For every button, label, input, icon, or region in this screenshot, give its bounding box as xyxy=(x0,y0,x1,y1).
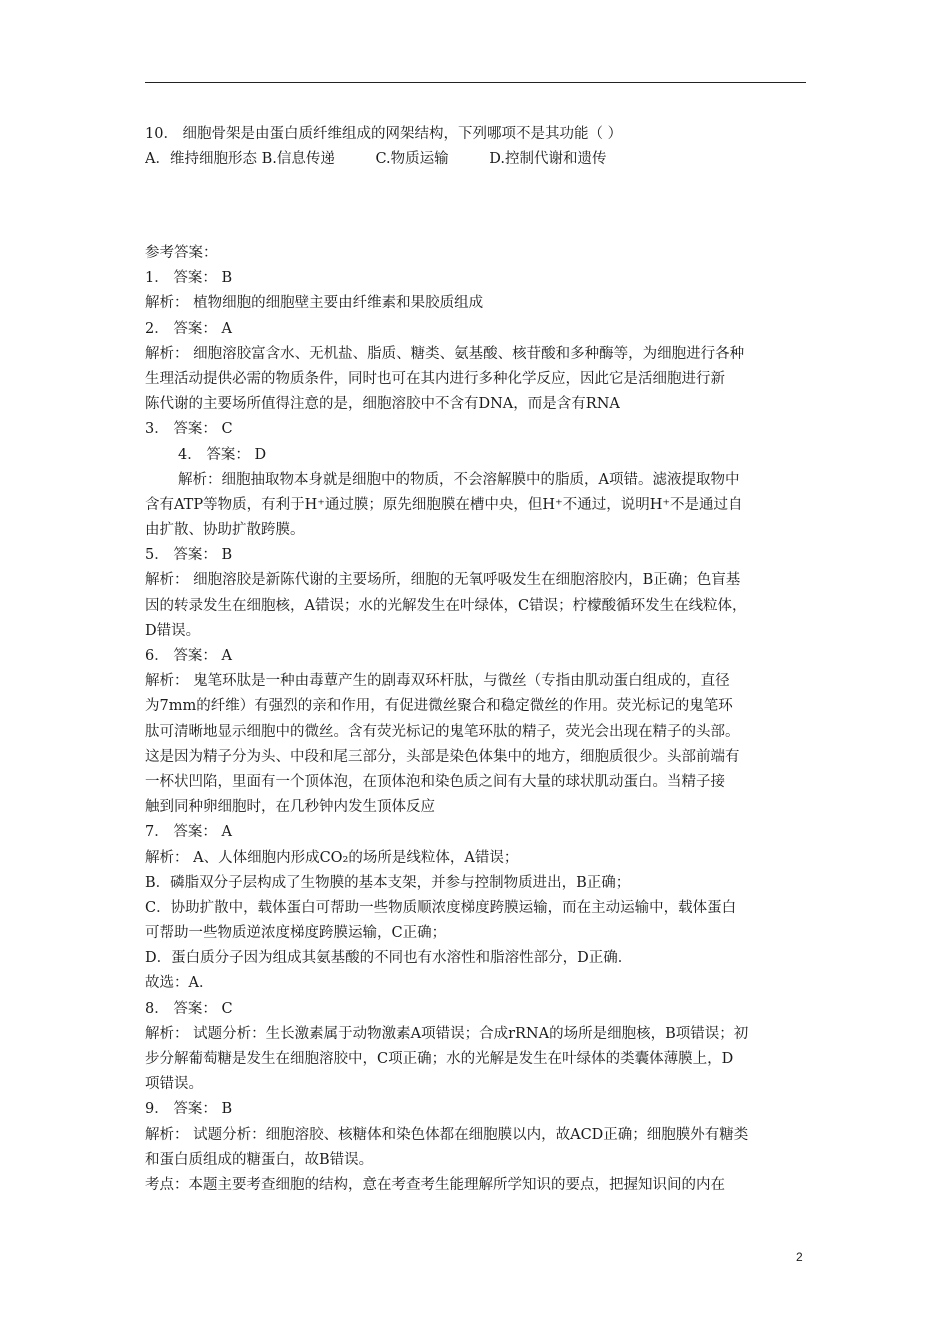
answer-line: 和蛋白质组成的糖蛋白，故B错误。 xyxy=(145,1151,374,1168)
answer-line: 考点：本题主要考查细胞的结构，意在考查考生能理解所学知识的要点，把握知识间的内在 xyxy=(145,1176,725,1193)
answer-line: 7． 答案： A xyxy=(145,824,232,841)
answer-line: 这是因为精子分为头、中段和尾三部分，头部是染色体集中的地方，细胞质很少。头部前端有 xyxy=(145,748,740,765)
answer-line: 生理活动提供必需的物质条件，同时也可在其内进行多种化学反应，因此它是活细胞进行新 xyxy=(145,370,725,387)
answer-line: 2． 答案： A xyxy=(145,320,232,337)
option-d: D.控制代谢和遗传 xyxy=(489,151,607,168)
option-b: B.信息传递 xyxy=(261,151,335,168)
answer-line: 解析： 鬼笔环肽是一种由毒蕈产生的剧毒双环杆肽，与微丝（专指由肌动蛋白组成的，直径 xyxy=(145,673,730,690)
answer-line: 1． 答案： B xyxy=(145,270,233,287)
answer-line: B．磷脂双分子层构成了生物膜的基本支架，并参与控制物质进出，B正确； xyxy=(145,874,631,891)
page-number: 2 xyxy=(796,1250,803,1264)
answer-line: 9． 答案： B xyxy=(145,1101,233,1118)
answer-line: C．协助扩散中，载体蛋白可帮助一些物质顺浓度梯度跨膜运输，而在主动运输中，载体蛋白 xyxy=(145,899,737,916)
answer-line: 一杯状凹陷，里面有一个顶体泡，在顶体泡和染色质之间有大量的球状肌动蛋白。当精子接 xyxy=(145,773,725,790)
answer-line: D错误。 xyxy=(145,622,201,639)
answer-line: 陈代谢的主要场所值得注意的是，细胞溶胶中不含有DNA，而是含有RNA xyxy=(145,396,620,413)
answer-line: 含有ATP等物质，有利于H⁺通过膜；原先细胞膜在槽中央，但H⁺不通过，说明H⁺不是通过自 xyxy=(145,496,743,513)
answer-key-heading: 参考答案： xyxy=(145,245,218,261)
answer-lines xyxy=(145,266,810,1198)
answer-line: 肽可清晰地显示细胞中的微丝。含有荧光标记的鬼笔环肽的精子，荧光会出现在精子的头部。 xyxy=(145,723,740,740)
answer-line: 为7mm的纤维）有强烈的亲和作用，有促进微丝聚合和稳定微丝的作用。荧光标记的鬼笔环 xyxy=(145,698,733,715)
answer-line: 解析： 植物细胞的细胞壁主要由纤维素和果胶质组成 xyxy=(145,295,484,312)
answer-line: 6． 答案： A xyxy=(145,648,232,664)
answer-line: 解析：细胞抽取物本身就是细胞中的物质，不会溶解膜中的脂质，A项错。滤液提取物中 xyxy=(178,471,740,488)
answer-line: 步分解葡萄糖是发生在细胞溶胶中，C项正确；水的光解是发生在叶绿体的类囊体薄膜上，D xyxy=(145,1051,734,1067)
answer-line: 3． 答案： C xyxy=(145,421,233,438)
question-10 xyxy=(145,122,810,172)
answer-line: 项错误。 xyxy=(145,1076,203,1093)
question-10-options xyxy=(145,147,810,172)
answer-line: 触到同种卵细胞时，在几秒钟内发生顶体反应 xyxy=(145,799,435,816)
answer-line: 5． 答案： B xyxy=(145,547,233,564)
answer-line: 解析： 细胞溶胶富含水、无机盐、脂质、糖类、氨基酸、核苷酸和多种酶等，为细胞进行各种 xyxy=(145,345,745,362)
header-rule xyxy=(145,82,806,83)
answer-line: 解析： 细胞溶胶是新陈代谢的主要场所，细胞的无氧呼吸发生在细胞溶胶内，B正确；色盲基 xyxy=(145,572,741,589)
answer-line: 4． 答案： D xyxy=(178,446,267,463)
answer-line: 因的转录发生在细胞核，A错误；水的光解发生在叶绿体，C错误；柠檬酸循环发生在线粒体， xyxy=(145,597,747,614)
answer-line: 由扩散、协助扩散跨膜。 xyxy=(145,522,305,539)
answer-line: 8． 答案： C xyxy=(145,1000,233,1017)
answer-line: 解析： 试题分析：生长激素属于动物激素A项错误；合成rRNA的场所是细胞核，B项错误；初 xyxy=(145,1025,749,1042)
option-a: A．维持细胞形态 xyxy=(145,151,257,168)
answer-key xyxy=(145,241,810,1198)
question-10-stem: 10． 细胞骨架是由蛋白质纤维组成的网架结构，下列哪项不是其功能（ ） xyxy=(145,126,623,142)
answer-line: 解析： A、人体细胞内形成CO₂的场所是线粒体，A错误； xyxy=(145,849,519,866)
answer-line: 可帮助一些物质逆浓度梯度跨膜运输，C正确； xyxy=(145,925,447,942)
answer-line: D．蛋白质分子因为组成其氨基酸的不同也有水溶性和脂溶性部分，D正确． xyxy=(145,950,633,967)
answer-line: 解析： 试题分析：细胞溶胶、核糖体和染色体都在细胞膜以内，故ACD正确；细胞膜外有糖类 xyxy=(145,1126,749,1143)
option-c: C.物质运输 xyxy=(375,151,449,168)
answer-line: 故选：A． xyxy=(145,975,214,992)
